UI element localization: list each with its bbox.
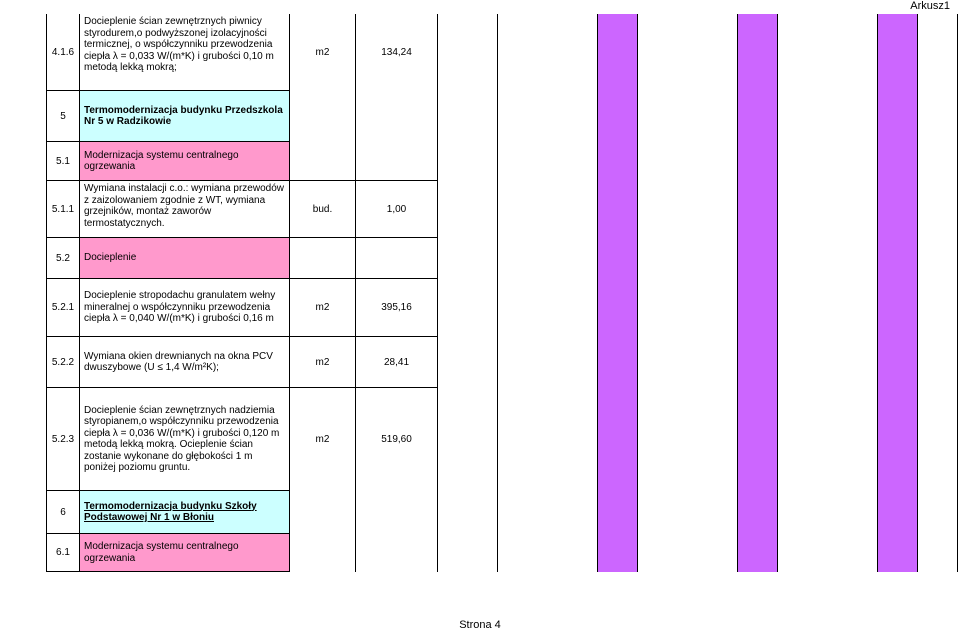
table-row xyxy=(46,387,958,490)
item-unit: m2 xyxy=(290,387,356,490)
table-row xyxy=(46,336,958,387)
item-number: 5.2.1 xyxy=(46,278,80,336)
item-description: Wymiana instalacji c.o.: wymiana przewodów z zaizolowaniem zgodnie z WT, wymiana grzejników, montaż zaworów termostatycznych. xyxy=(80,180,290,237)
item-number: 5.2.2 xyxy=(46,336,80,387)
item-unit: m2 xyxy=(290,14,356,90)
sheet-name: Arkusz1 xyxy=(910,0,950,12)
table-row xyxy=(46,533,958,572)
item-number: 6 xyxy=(46,490,80,533)
item-description: Docieplenie ścian zewnętrznych piwnicy styrodurem,o podwyższonej izolacyjności termicznej, o współczynniku przewodzenia ciepła λ = 0,033 W/(m*K) i grubości 0,10 m metodą lekką mokrą; xyxy=(80,14,290,90)
item-description: Termomodernizacja budynku Przedszkola Nr 5 w Radzikowie xyxy=(80,90,290,141)
item-description: Modernizacja systemu centralnego ogrzewania xyxy=(80,533,290,572)
table-row xyxy=(46,180,958,237)
item-quantity: 134,24 xyxy=(356,14,438,90)
table-row xyxy=(46,490,958,533)
item-quantity: 395,16 xyxy=(356,278,438,336)
item-description: Modernizacja systemu centralnego ogrzewania xyxy=(80,141,290,180)
table-row xyxy=(46,90,958,141)
item-number: 4.1.6 xyxy=(46,14,80,90)
table-row xyxy=(46,141,958,180)
item-number: 5 xyxy=(46,90,80,141)
table-row xyxy=(46,237,958,278)
item-unit: m2 xyxy=(290,336,356,387)
item-unit: bud. xyxy=(290,180,356,237)
item-description: Termomodernizacja budynku Szkoły Podstawowej Nr 1 w Błoniu xyxy=(80,490,290,533)
table-row xyxy=(46,14,958,90)
item-number: 5.2 xyxy=(46,237,80,278)
item-quantity: 519,60 xyxy=(356,387,438,490)
item-quantity: 1,00 xyxy=(356,180,438,237)
item-number: 6.1 xyxy=(46,533,80,572)
item-number: 5.1.1 xyxy=(46,180,80,237)
item-description: Docieplenie ścian zewnętrznych nadziemia styropianem,o współczynniku przewodzenia ciepła λ = 0,036 W/(m*K) i grubości 0,120 m metodą lekką mokrą. Ocieplenie ścian zostanie wykonane do głębokości 1 m poniżej poziomu gruntu. xyxy=(80,387,290,490)
item-number: 5.1 xyxy=(46,141,80,180)
item-description: Wymiana okien drewnianych na okna PCV dwuszybowe (U ≤ 1,4 W/m²K); xyxy=(80,336,290,387)
item-unit: m2 xyxy=(290,278,356,336)
item-description: Docieplenie stropodachu granulatem wełny mineralnej o współczynniku przewodzenia ciepła λ = 0,040 W/(m*K) i grubości 0,16 m xyxy=(80,278,290,336)
item-quantity: 28,41 xyxy=(356,336,438,387)
table-row xyxy=(46,278,958,336)
item-number: 5.2.3 xyxy=(46,387,80,490)
page-footer: Strona 4 xyxy=(459,619,501,631)
item-description: Docieplenie xyxy=(80,237,290,278)
